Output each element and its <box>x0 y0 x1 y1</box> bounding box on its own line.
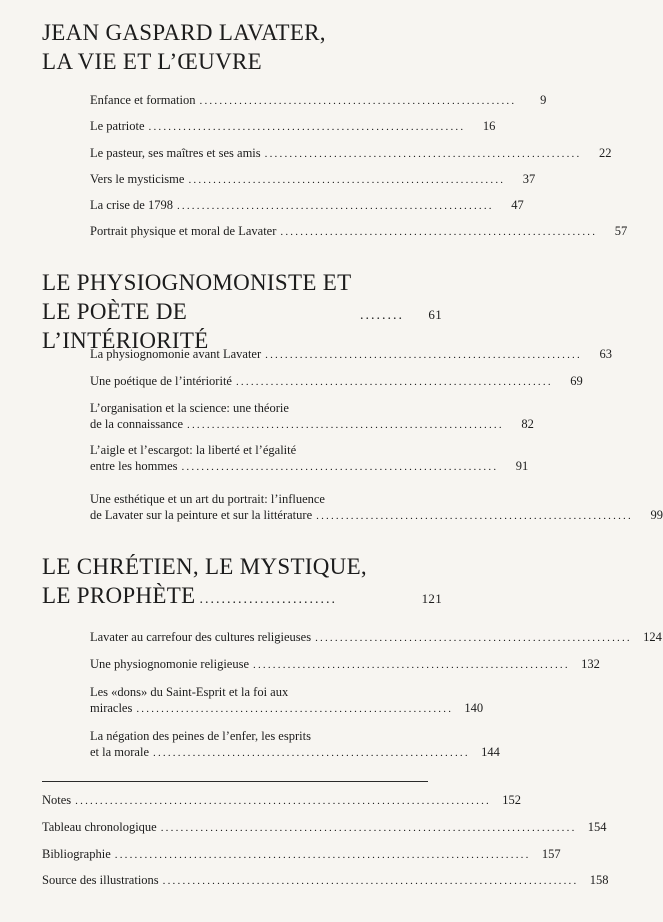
entry-page: 57 <box>614 224 628 238</box>
toc-entry[interactable] <box>90 728 500 761</box>
toc-entry[interactable] <box>42 792 521 809</box>
entry-page: 9 <box>540 93 547 107</box>
entry-page: 69 <box>570 374 583 388</box>
part-title-line: JEAN GASPARD LAVATER, <box>42 20 326 45</box>
entry-title: Le patriote <box>90 119 145 133</box>
entry-page: 82 <box>521 417 534 431</box>
toc-entry[interactable] <box>90 92 547 109</box>
entry-title-line: Une esthétique et un art du portrait: l’influence <box>90 492 325 506</box>
part-title-line: LE POÈTE DE L’INTÉRIORITÉ <box>42 299 209 353</box>
entry-title: Vers le mysticisme <box>90 172 185 186</box>
divider <box>42 781 428 782</box>
leader-dots: ................................................................ <box>181 461 499 473</box>
entry-page: 63 <box>599 347 612 361</box>
leader-dots: ................................................................ <box>188 174 506 186</box>
entry-title: Notes <box>42 793 72 807</box>
entry-page: 16 <box>482 119 496 133</box>
leader-dots: ................................................................ <box>316 510 633 522</box>
part-title <box>42 552 442 614</box>
entry-page: 157 <box>541 847 561 861</box>
part-title-line: LE PHYSIOGNOMONISTE ET <box>42 270 352 295</box>
entry-title: Lavater au carrefour des cultures religieuses <box>90 630 312 644</box>
leader-dots: .................................................................................... <box>75 795 491 807</box>
toc-entry[interactable] <box>90 346 612 363</box>
toc-entry[interactable] <box>90 491 663 524</box>
leader-dots: .................................................................................... <box>114 849 531 861</box>
toc-entry[interactable] <box>42 846 561 863</box>
entry-page: 22 <box>598 146 612 160</box>
part-title <box>42 268 442 355</box>
entry-title-line: L’aigle et l’escargot: la liberté et l’égalité <box>90 443 297 457</box>
entry-page: 144 <box>481 745 500 759</box>
entry-title-line: Les «dons» du Saint-Esprit et la foi aux <box>90 685 289 699</box>
part-page: 121 <box>421 591 442 606</box>
leader-dots: ................................................................ <box>187 419 504 431</box>
entry-title: Tableau chronologique <box>42 820 157 834</box>
entry-title-line: L’organisation et la science: une théorie <box>90 401 289 415</box>
toc-entry[interactable] <box>90 400 534 433</box>
entry-page: 132 <box>581 657 600 671</box>
leader-dots: ................................................................ <box>199 95 517 107</box>
leader-dots: ........ <box>360 308 404 323</box>
toc-entry[interactable] <box>90 373 583 390</box>
entry-page: 152 <box>502 793 521 807</box>
toc-entry[interactable] <box>90 684 484 717</box>
part-title-line: LE CHRÉTIEN, LE MYSTIQUE, <box>42 554 367 579</box>
leader-dots: ................................................................ <box>280 226 598 238</box>
entry-page: 91 <box>515 459 529 473</box>
leader-dots: ................................................................ <box>153 747 470 759</box>
part-title-line: LE PROPHÈTE <box>42 583 196 608</box>
part-page: 61 <box>428 307 442 322</box>
part-title <box>42 18 442 76</box>
entry-title: Enfance et formation <box>90 93 196 107</box>
entry-page: 140 <box>464 701 484 715</box>
toc-entry[interactable] <box>90 223 628 240</box>
entry-title-line: La négation des peines de l’enfer, les esprits <box>90 729 311 743</box>
leader-dots: ................................................................ <box>148 121 466 133</box>
toc-entry[interactable] <box>90 656 600 673</box>
leader-dots: ................................................................ <box>235 376 553 388</box>
leader-dots: .................................................................................... <box>160 822 577 834</box>
toc-entry[interactable] <box>90 145 612 162</box>
entry-title: La crise de 1798 <box>90 198 173 212</box>
entry-page: 99 <box>650 508 663 522</box>
entry-title-line: de la connaissance <box>90 417 184 431</box>
leader-dots: ................................................................ <box>253 659 570 671</box>
part-title-line: LA VIE ET L’ŒUVRE <box>42 49 262 74</box>
toc-entry[interactable] <box>42 872 609 889</box>
leader-dots: ................................................................ <box>265 349 582 361</box>
entry-title-line: miracles <box>90 701 133 715</box>
toc-entry[interactable] <box>90 118 496 135</box>
entry-title: La physiognomonie avant Lavater <box>90 347 262 361</box>
toc-entry[interactable] <box>90 197 524 214</box>
toc-entry[interactable] <box>90 442 529 475</box>
leader-dots: ................................................................ <box>315 632 632 644</box>
leader-dots: ................................................................ <box>176 200 494 212</box>
entry-title-line: de Lavater sur la peinture et sur la littérature <box>90 508 313 522</box>
entry-title-line: et la morale <box>90 745 149 759</box>
entry-page: 158 <box>589 873 609 887</box>
entry-page: 47 <box>511 198 524 212</box>
toc-entry[interactable] <box>42 819 607 836</box>
entry-page: 124 <box>643 630 662 644</box>
entry-page: 37 <box>522 172 536 186</box>
toc-entry[interactable] <box>90 171 536 188</box>
entry-title: Une physiognomonie religieuse <box>90 657 249 671</box>
leader-dots: .................................................................................... <box>162 875 579 887</box>
entry-title: Le pasteur, ses maîtres et ses amis <box>90 146 261 160</box>
leader-dots: ......................... <box>199 592 337 607</box>
entry-page: 154 <box>587 820 607 834</box>
entry-title: Source des illustrations <box>42 873 159 887</box>
entry-title: Bibliographie <box>42 847 111 861</box>
entry-title: Portrait physique et moral de Lavater <box>90 224 277 238</box>
leader-dots: ................................................................ <box>136 703 454 715</box>
toc-entry[interactable] <box>90 629 662 646</box>
entry-title-line: entre les hommes <box>90 459 178 473</box>
entry-title: Une poétique de l’intériorité <box>90 374 232 388</box>
leader-dots: ................................................................ <box>264 148 582 160</box>
